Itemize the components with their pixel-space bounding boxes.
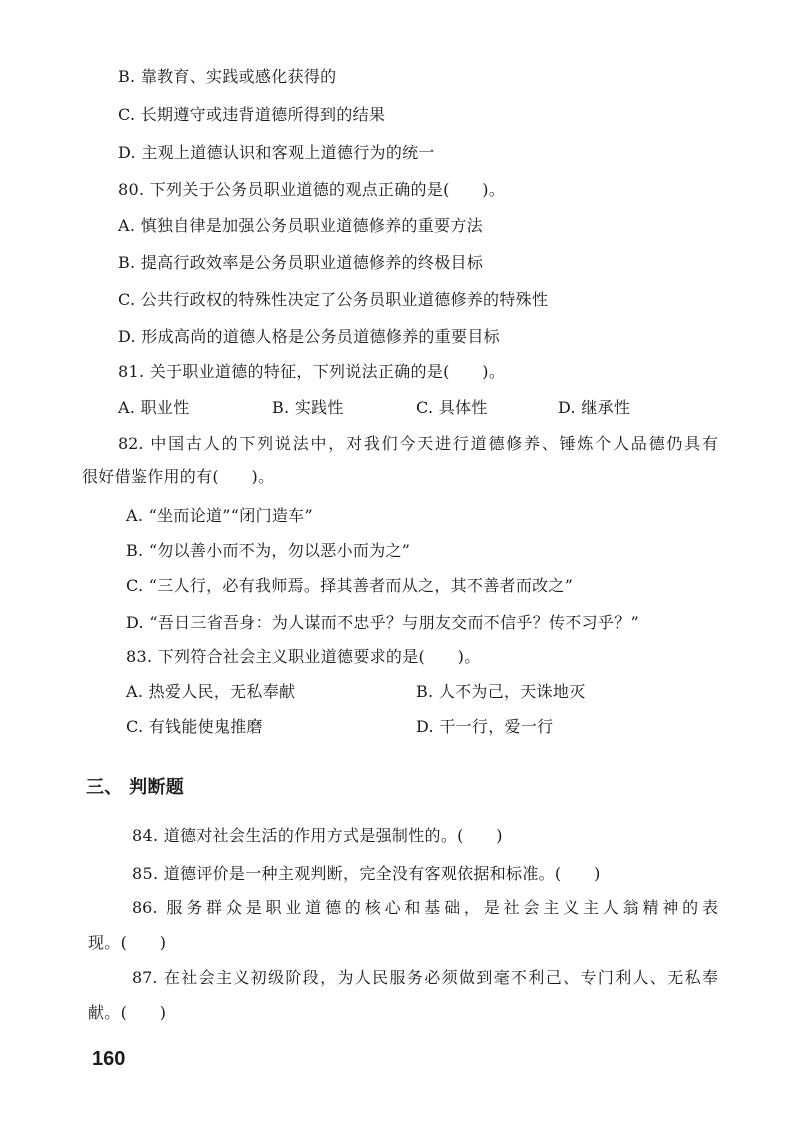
q81-option-d: D. 继承性 <box>558 398 631 417</box>
q85-stem: 85. 道德评价是一种主观判断，完全没有客观依据和标准。( ) <box>132 864 601 883</box>
q86-stem-line2: 现。( ) <box>88 933 167 952</box>
q84-stem: 84. 道德对社会生活的作用方式是强制性的。( ) <box>132 826 503 845</box>
q81-stem: 81. 关于职业道德的特征，下列说法正确的是( )。 <box>118 362 506 381</box>
q82-option-b: B. “勿以善小而不为，勿以恶小而为之” <box>126 541 411 560</box>
q80-stem: 80. 下列关于公务员职业道德的观点正确的是( )。 <box>118 180 506 199</box>
q81-option-a: A. 职业性 <box>118 398 190 417</box>
q83-options-row-1 <box>0 681 800 703</box>
q83-options-row-2 <box>0 716 800 738</box>
q79-option-b: B. 靠教育、实践或感化获得的 <box>118 67 337 86</box>
q79-option-c: C. 长期遵守或违背道德所得到的结果 <box>118 105 386 124</box>
q81-option-c: C. 具体性 <box>416 398 488 417</box>
q87-stem-line2: 献。( ) <box>88 1003 167 1022</box>
q82-option-c: C. “三人行，必有我师焉。择其善者而从之，其不善者而改之” <box>126 576 574 595</box>
q81-option-b: B. 实践性 <box>272 398 344 417</box>
page-number: 160 <box>92 1048 126 1070</box>
q80-option-b: B. 提高行政效率是公务员职业道德修养的终极目标 <box>118 253 484 272</box>
q83-stem: 83. 下列符合社会主义职业道德要求的是( )。 <box>126 647 481 666</box>
q80-option-c: C. 公共行政权的特殊性决定了公务员职业道德修养的特殊性 <box>118 290 549 309</box>
q83-option-c: C. 有钱能使鬼推磨 <box>126 717 263 736</box>
q83-option-b: B. 人不为己，天诛地灭 <box>416 682 586 701</box>
q82-stem-line2: 很好借鉴作用的有( )。 <box>82 467 275 486</box>
q82-option-d: D. “吾日三省吾身：为人谋而不忠乎？与朋友交而不信乎？传不习乎？” <box>126 613 639 632</box>
q81-options-row <box>0 397 800 419</box>
section-heading-true-false: 三、 判断题 <box>86 777 185 798</box>
q87-stem-line1: 87. 在社会主义初级阶段，为人民服务必须做到毫不利己、专门利人、无私奉 <box>132 968 718 987</box>
q80-option-d: D. 形成高尚的道德人格是公务员道德修养的重要目标 <box>118 327 500 346</box>
q79-option-d: D. 主观上道德认识和客观上道德行为的统一 <box>118 143 435 162</box>
q82-stem-line1: 82. 中国古人的下列说法中，对我们今天进行道德修养、锤炼个人品德仍具有 <box>118 434 718 453</box>
q80-option-a: A. 慎独自律是加强公务员职业道德修养的重要方法 <box>118 216 483 235</box>
q83-option-a: A. 热爱人民，无私奉献 <box>126 682 296 701</box>
q82-option-a: A. “坐而论道”“闭门造车” <box>126 506 313 525</box>
q86-stem-line1: 86. 服务群众是职业道德的核心和基础，是社会主义主人翁精神的表 <box>132 898 718 917</box>
q83-option-d: D. 干一行，爱一行 <box>416 717 554 736</box>
